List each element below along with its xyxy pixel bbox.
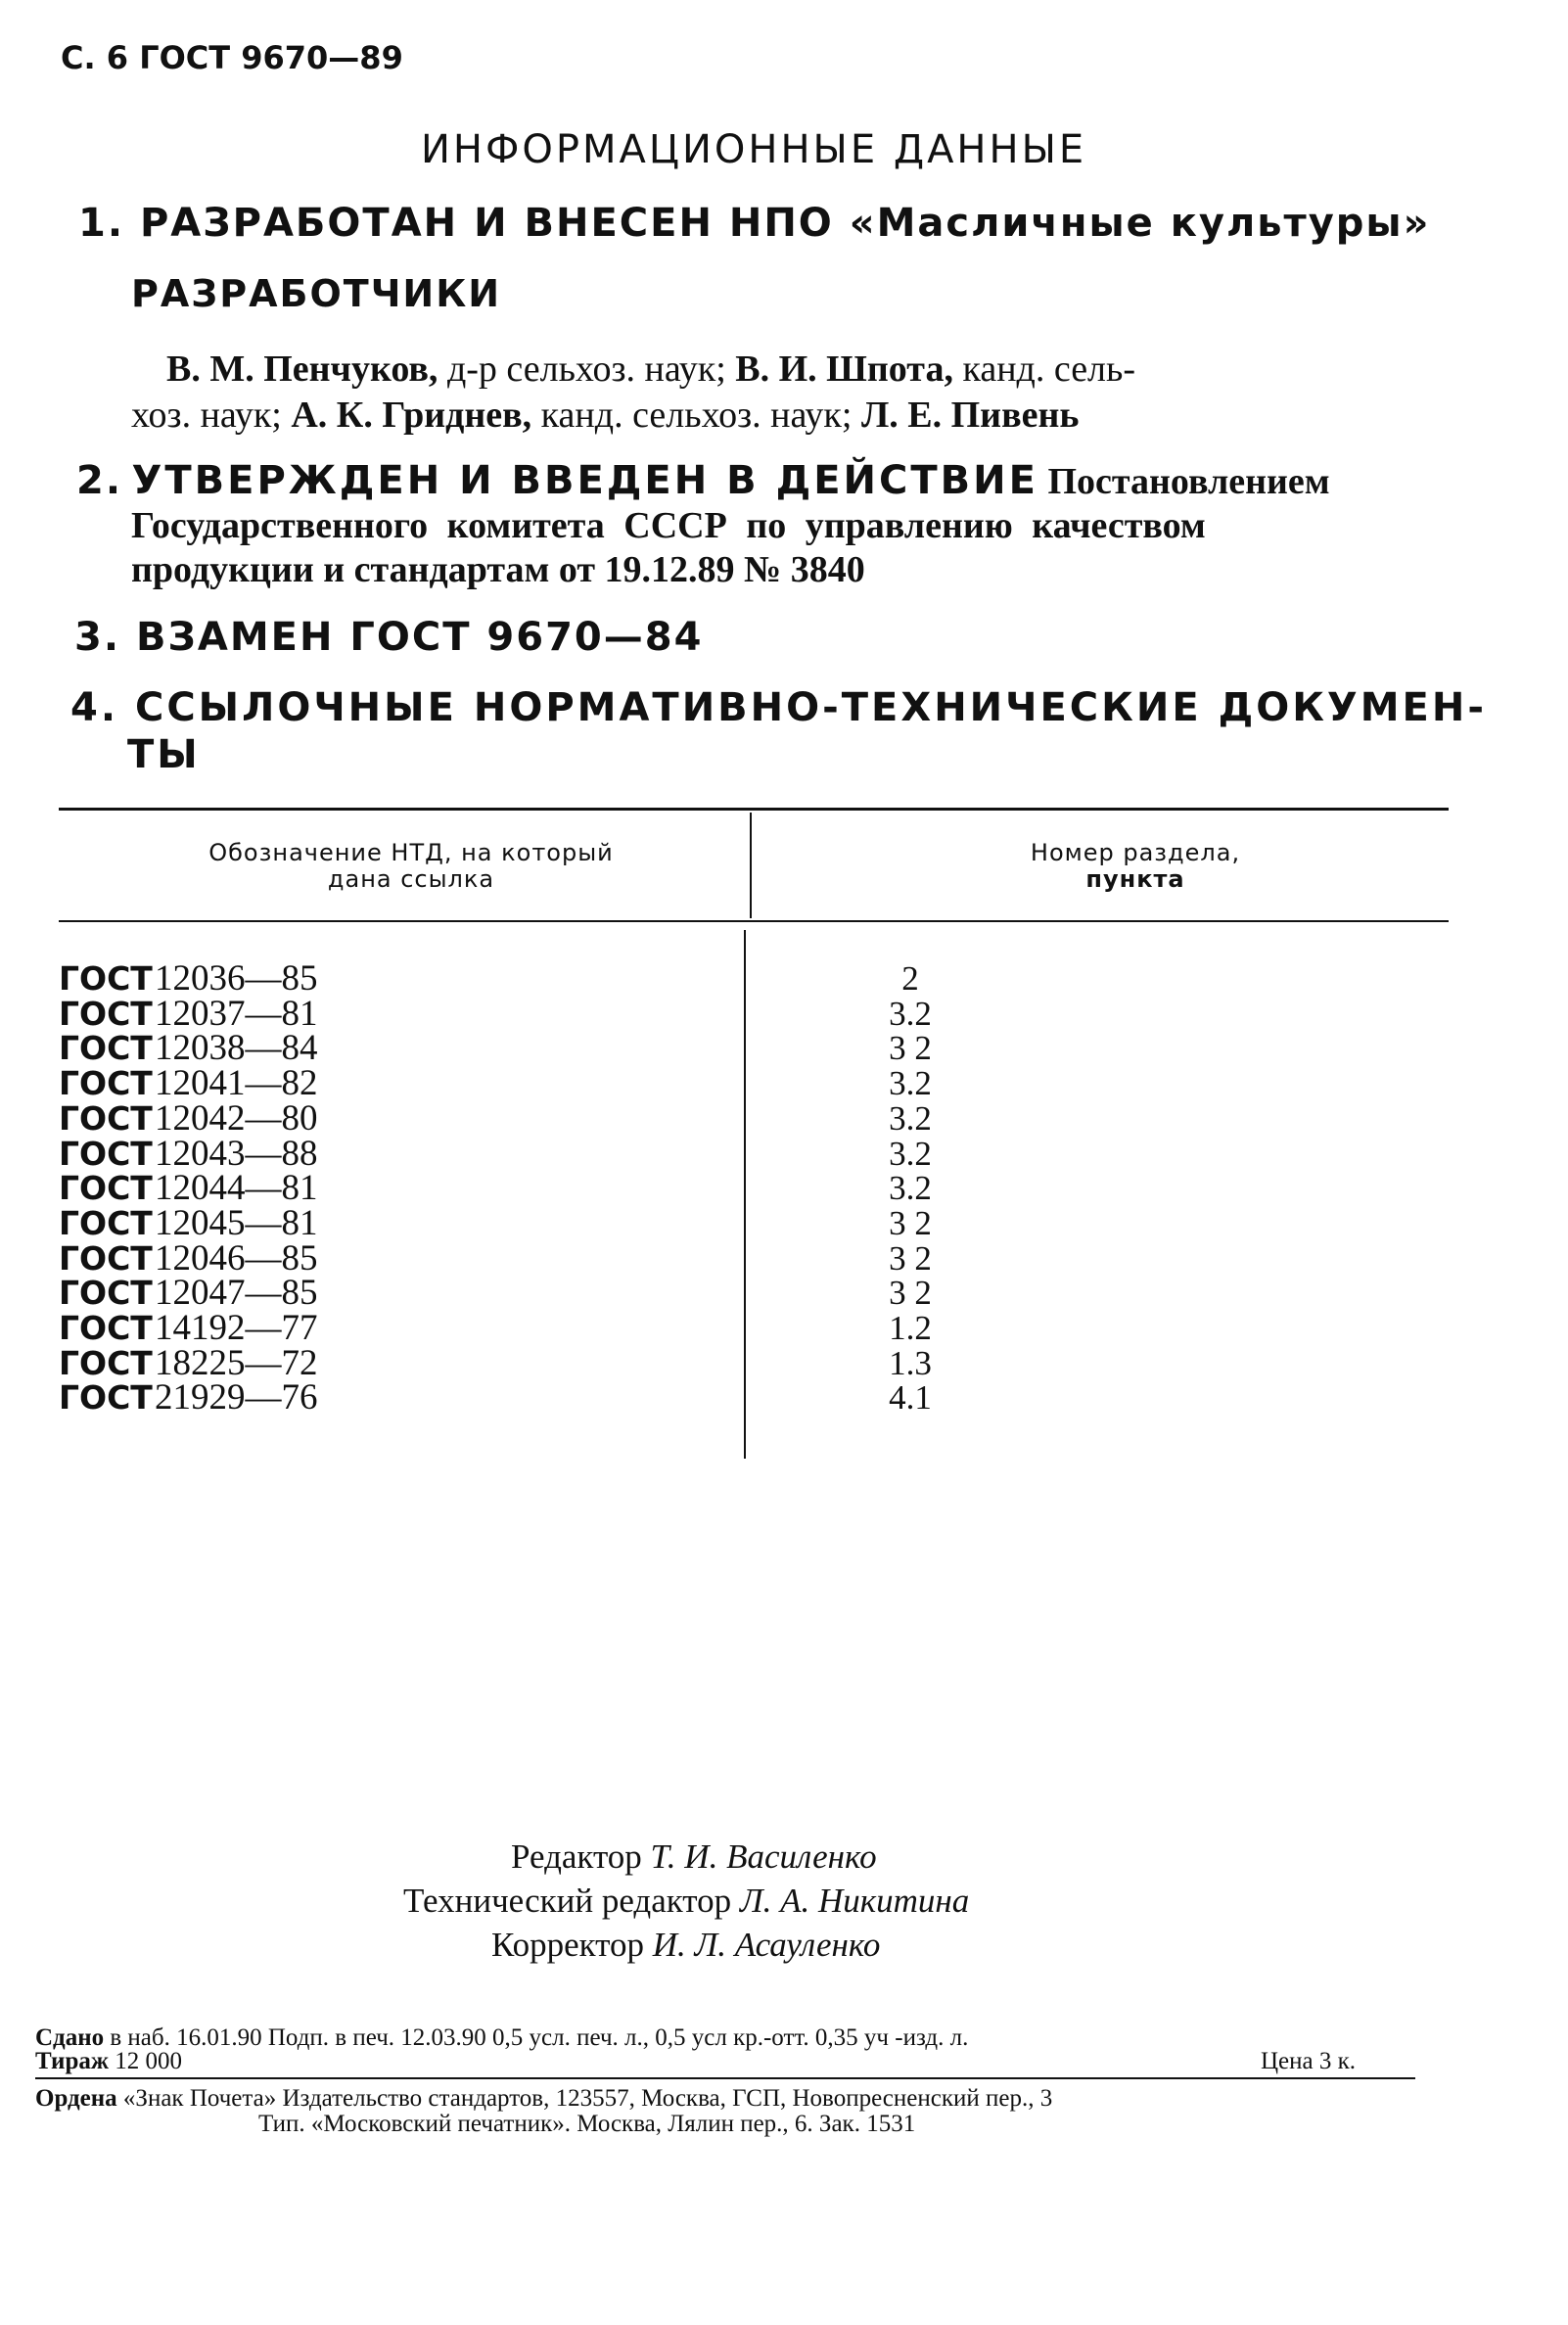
table-header-col1-line-1: Обозначение НТД, на который — [208, 839, 614, 866]
section-3-text: ВЗАМЕН ГОСТ 9670—84 — [135, 615, 704, 660]
imprint-text: «Знак Почета» Издательство стандартов, 123557, Москва, ГСП, Новопресненский пер., 3 — [116, 2085, 1053, 2112]
developer-degree: д-р сельхоз. наук; — [438, 349, 736, 390]
table-row-designation — [59, 1377, 318, 1418]
table-cell-section-ref: 1.2 — [889, 1309, 932, 1347]
tech-editor-name: Л. А. Никитина — [739, 1882, 970, 1920]
table-cell-doc-number: 14192—77 — [155, 1308, 318, 1348]
table-top-rule — [59, 808, 1449, 811]
section-2-line-1 — [76, 458, 1330, 503]
table-cell-section-ref: 3.2 — [889, 1135, 932, 1173]
table-cell-section-ref: 3.2 — [889, 995, 932, 1033]
imprint-line-3 — [35, 2085, 1052, 2113]
table-cell-doc-type: ГОСТ — [59, 1135, 153, 1173]
corrector-name: И. Л. Асауленко — [652, 1926, 881, 1964]
table-row-designation — [59, 958, 318, 999]
tech-editor-label: Технический редактор — [403, 1882, 740, 1920]
table-cell-doc-type: ГОСТ — [59, 1099, 153, 1138]
table-header-col1 — [117, 840, 705, 893]
table-cell-doc-type: ГОСТ — [59, 1309, 153, 1347]
imprint-text: в наб. 16.01.90 Подп. в печ. 12.03.90 0,5 усл. печ. л., 0,5 усл кр.-отт. 0,35 уч -изд. л. — [104, 2024, 969, 2051]
corrector-label: Корректор — [491, 1926, 653, 1964]
developers-heading: РАЗРАБОТЧИКИ — [131, 272, 502, 315]
table-cell-doc-number: 12038—84 — [155, 1028, 318, 1068]
section-4-text: ССЫЛОЧНЫЕ НОРМАТИВНО-ТЕХНИЧЕСКИЕ ДОКУМЕН- — [134, 685, 1487, 730]
table-cell-section-ref: 4.1 — [889, 1378, 932, 1417]
table-row-designation — [59, 1273, 318, 1313]
section-1-text: РАЗРАБОТАН И ВНЕСЕН НПО «Масличные культуры» — [139, 201, 1431, 246]
table-cell-section-ref: 3.2 — [889, 1099, 932, 1138]
table-header-col2-line-1: Номер раздела, — [1030, 839, 1241, 866]
table-cell-section-ref: 2 — [901, 959, 919, 998]
section-2-line-2: Государственного комитета СССР по управлению качеством — [131, 505, 1206, 546]
imprint-line-2 — [35, 2048, 182, 2075]
table-cell-doc-type: ГОСТ — [59, 1344, 153, 1382]
table-cell-section-ref: 1.3 — [889, 1344, 932, 1382]
table-cell-doc-number: 12044—81 — [155, 1168, 318, 1208]
table-cell-section-ref: 3.2 — [889, 1064, 932, 1102]
section-2-heading: УТВЕРЖДЕН И ВВЕДЕН В ДЕЙСТВИЕ — [131, 458, 1038, 503]
page-header: С. 6 ГОСТ 9670—89 — [61, 39, 403, 76]
developers-line-2 — [131, 394, 1079, 437]
section-2-line-3: продукции и стандартам от 19.12.89 № 3840 — [131, 549, 865, 590]
section-3 — [74, 615, 703, 660]
credit-corrector — [491, 1926, 880, 1965]
imprint-rule — [35, 2077, 1415, 2079]
page-title: ИНФОРМАЦИОННЫЕ ДАННЫЕ — [421, 127, 1087, 172]
developer-name: В. И. Шпота, — [735, 349, 953, 390]
table-row-designation — [59, 1168, 318, 1208]
table-cell-doc-number: 12041—82 — [155, 1063, 318, 1103]
developers-line-1 — [166, 348, 1135, 391]
table-header-col2-line-2: пункта — [1085, 865, 1185, 893]
credit-tech-editor — [403, 1882, 969, 1921]
table-cell-doc-number: 12045—81 — [155, 1203, 318, 1243]
table-row-designation — [59, 1343, 318, 1383]
table-row-designation — [59, 1308, 318, 1348]
editor-label: Редактор — [511, 1837, 651, 1876]
table-header-col2 — [930, 840, 1341, 893]
developer-name: Л. Е. Пивень — [860, 395, 1080, 436]
section-2-text: Постановлением — [1038, 461, 1330, 502]
editor-name: Т. И. Василенко — [650, 1837, 877, 1876]
table-cell-doc-type: ГОСТ — [59, 1378, 153, 1417]
table-header-col1-line-2: дана ссылка — [327, 865, 495, 893]
section-4-line-2: ТЫ — [127, 732, 201, 777]
table-cell-section-ref: 3 2 — [889, 1204, 932, 1242]
table-cell-doc-type: ГОСТ — [59, 959, 153, 998]
section-4-number: 4. — [70, 685, 119, 730]
table-row-designation — [59, 1203, 318, 1243]
section-1-number: 1. — [78, 201, 125, 246]
section-3-number: 3. — [74, 615, 121, 660]
table-cell-doc-number: 12042—80 — [155, 1098, 318, 1139]
table-cell-doc-type: ГОСТ — [59, 1029, 153, 1067]
section-4-line-1 — [70, 685, 1487, 730]
table-row-designation — [59, 1098, 318, 1139]
table-header-divider — [750, 813, 752, 918]
table-cell-doc-type: ГОСТ — [59, 1169, 153, 1207]
table-cell-doc-number: 12037—81 — [155, 994, 318, 1034]
developer-name: А. К. Гриднев, — [291, 395, 532, 436]
table-cell-doc-type: ГОСТ — [59, 1204, 153, 1242]
table-cell-doc-type: ГОСТ — [59, 1064, 153, 1102]
table-cell-doc-number: 18225—72 — [155, 1343, 318, 1383]
imprint-price: Цена 3 к. — [1261, 2048, 1357, 2074]
table-header-rule — [59, 920, 1449, 922]
table-cell-doc-number: 21929—76 — [155, 1377, 318, 1418]
developer-degree: хоз. наук; — [131, 395, 292, 436]
table-cell-doc-type: ГОСТ — [59, 995, 153, 1033]
developer-degree: канд. сельхоз. наук; — [531, 395, 861, 436]
table-row-designation — [59, 994, 318, 1034]
table-cell-doc-number: 12043—88 — [155, 1134, 318, 1174]
table-body-divider — [744, 930, 746, 1459]
table-cell-section-ref: 3.2 — [889, 1169, 932, 1207]
section-2-number: 2. — [76, 458, 123, 503]
imprint-label: Тираж — [35, 2048, 109, 2074]
table-cell-doc-number: 12046—85 — [155, 1238, 318, 1279]
table-cell-doc-type: ГОСТ — [59, 1274, 153, 1312]
table-cell-doc-number: 12047—85 — [155, 1273, 318, 1313]
imprint-label: Сдано — [35, 2024, 105, 2051]
developer-degree: канд. сель- — [952, 349, 1136, 390]
table-cell-doc-type: ГОСТ — [59, 1239, 153, 1278]
table-row-designation — [59, 1028, 318, 1068]
table-cell-doc-number: 12036—85 — [155, 958, 318, 999]
imprint-line-4: Тип. «Московский печатник». Москва, Лялин пер., 6. Зак. 1531 — [258, 2111, 916, 2137]
imprint-label: Ордена — [35, 2085, 117, 2112]
credit-editor — [511, 1837, 877, 1877]
table-row-designation — [59, 1063, 318, 1103]
table-row-designation — [59, 1134, 318, 1174]
table-cell-section-ref: 3 2 — [889, 1029, 932, 1067]
section-1 — [78, 201, 1430, 246]
imprint-text: 12 000 — [109, 2048, 182, 2074]
table-cell-section-ref: 3 2 — [889, 1274, 932, 1312]
developer-name: В. М. Пенчуков, — [166, 349, 438, 390]
table-row-designation — [59, 1238, 318, 1279]
table-cell-section-ref: 3 2 — [889, 1239, 932, 1278]
